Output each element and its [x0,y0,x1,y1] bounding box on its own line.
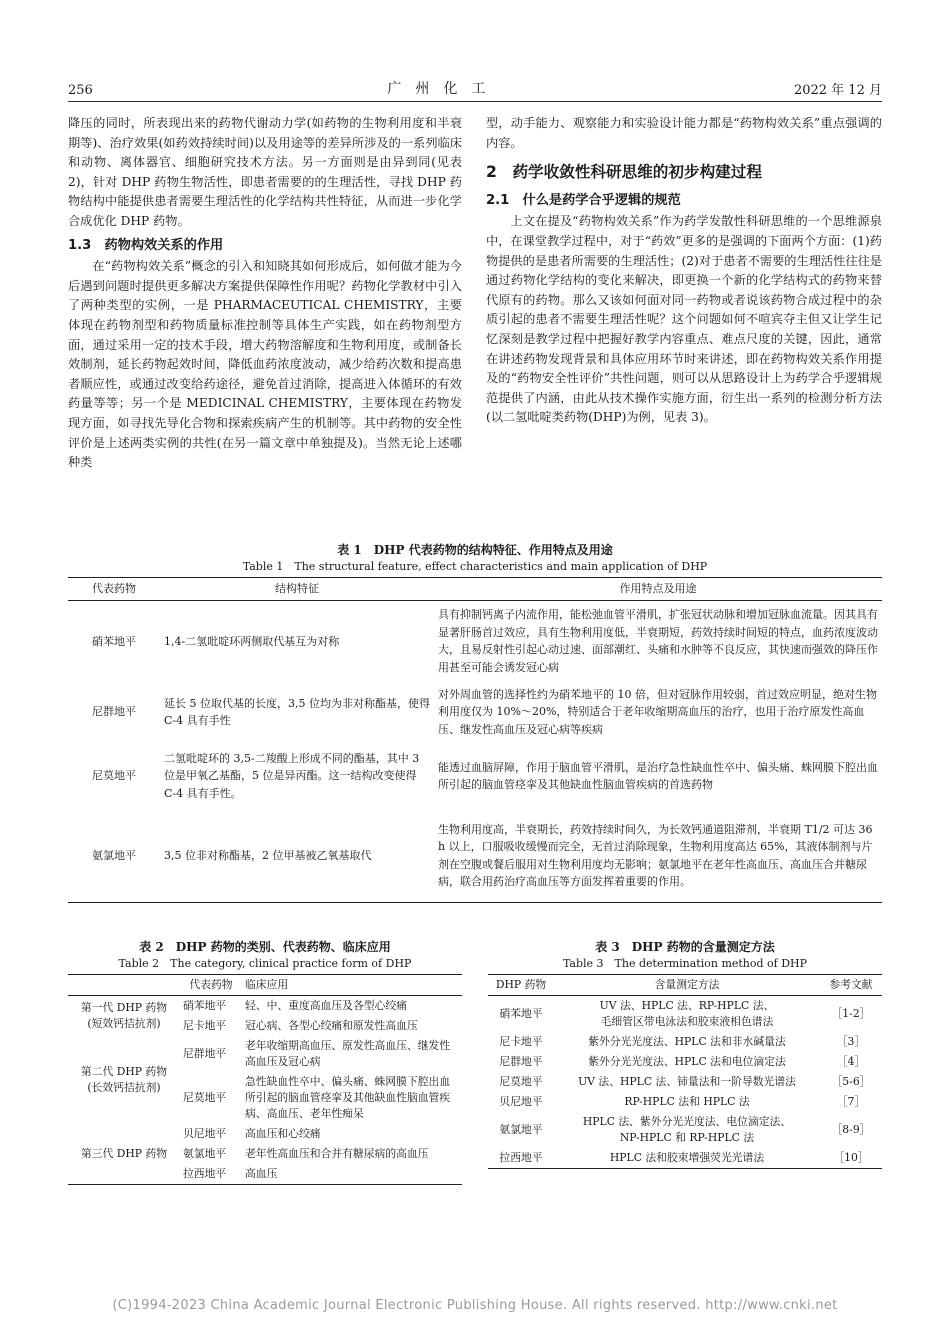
use-cell: 冠心病、各型心绞痛和原发性高血压 [245,1019,418,1032]
column-header: DHP 药物 [488,975,554,996]
table-row [68,600,882,682]
table-header-row [68,975,462,996]
drug-cell: 拉西地平 [183,1167,227,1180]
drug-cell: 尼莫地平 [183,1091,227,1104]
drug-cell: 尼群地平 [183,1047,227,1060]
paragraph: 型，动手能力、观察能力和实验设计能力都是“药物构效关系”重点强调的内容。 [486,116,882,150]
table-row [488,1072,882,1092]
table-2 [68,938,462,1185]
drug-cell: 拉西地平 [499,1151,543,1164]
effect-cell: 对外周血管的选择性约为硝苯地平的 10 倍，但对冠脉作用较弱，首过效应明显，绝对生物利用度仅为 10%～20%，特别适合于老年收缩期高血压的治疗，也用于治疗原发性高血压、继发性高血压及冠心病等疾病 [438,687,877,736]
table-3 [488,938,882,1169]
category-cell: 第二代 DHP 药物 (长效钙拮抗剂) [80,1065,168,1094]
table-caption-en: Table 2 The category, clinical practice form of DHP [118,957,412,970]
category-cell: 第三代 DHP 药物 [80,1147,168,1160]
reference-cell: ［5-6］ [831,1075,871,1088]
method-cell: UV 法、HPLC 法、铈量法和一阶导数光谱法 [578,1075,796,1088]
table-row [68,1036,462,1072]
drug-cell: 贝尼地平 [499,1095,543,1108]
category-cell: 第一代 DHP 药物 (短效钙拮抗剂) [80,1001,168,1030]
drug-cell: 尼卡地平 [499,1035,543,1048]
column-header [68,975,180,996]
use-cell: 高血压和心绞痛 [245,1127,321,1140]
table-caption: 表 2 DHP 药物的类别、代表药物、临床应用 [139,940,391,954]
table-row [488,1052,882,1072]
structure-cell: 1,4-二氢吡啶环两侧取代基互为对称 [164,634,340,648]
effect-cell: 生物利用度高，半衰期长，药效持续时间久，为长效钙通道阻滞剂，半衰期 T1/2 可达 36 h 以上，口服吸收缓慢而完全，无首过消除现象，生物利用度高达 65%，其液体制剂与片剂在空腹或餐后服用对生物利用度均无影响；氨氯地平在老年性高血压、高血压合并糖尿病，联合用药治疗高血压等方面发挥着重要的作用。 [438,822,873,889]
drug-cell: 尼莫地平 [92,769,136,783]
copyright-footer: (C)1994-2023 China Academic Journal Electronic Publishing House. All rights reserved. http://www.cnki.net [112,1298,838,1313]
column-header: 代表药物 [68,578,160,601]
drug-cell: 尼卡地平 [183,1019,227,1032]
use-cell: 老年性高血压和合并有糖尿病的高血压 [245,1147,429,1160]
use-cell: 老年收缩期高血压、原发性高血压、继发性高血压及冠心病 [245,1039,451,1068]
table-row [68,742,882,810]
table-row [488,996,882,1033]
table-row [68,810,882,902]
section-heading: 1.3 药物构效关系的作用 [68,237,224,253]
drug-cell: 硝苯地平 [499,1007,543,1020]
table-row [488,1148,882,1169]
reference-cell: ［1-2］ [831,1007,871,1020]
table-row [488,1112,882,1148]
table-1 [68,541,882,903]
effect-cell: 具有抑制钙离子内流作用，能松弛血管平滑肌，扩张冠状动脉和增加冠脉血流量。因其具有显著肝肠首过效应，具有生物利用度低，半衰期短，药效持续时间短的特点，血药浓度波动大，且易反射性引起心动过速、面部潮红、头痛和水肿等不良反应，其快速而强效的降压作用甚至可能会诱发冠心病 [438,608,878,674]
method-cell: HPLC 法、紫外分光光度法、电位滴定法、 NP-HPLC 和 RP-HPLC 法 [582,1115,792,1144]
reference-cell: ［10］ [833,1151,869,1164]
drug-cell: 尼群地平 [499,1055,543,1068]
paragraph: 上文在提及“药物构效关系”作为药学发散性科研思维的一个思维源泉中，在课堂教学过程中，对于“药效”更多的是强调的下面两个方面：(1)药物提供的是患者所需要的生理活性；(2)对于患者不需要的生理活性往往是通过药物化学结构的变化来解决，即更换一个新的化学结构式的药物来替代原有的药物。那么又该如何面对同一药物或者说该药物合成过程中的杂质引起的患者不需要生理活性呢？这个问题如何不喧宾夺主但又让学生记忆深刻是教学过程中把握好教学内容重点、难点尺度的关键，因此，通常在讲述药物发现背景和具体应用环节时来讲述，即在药物构效关系作用提及的“药物安全性评价”共性问题，则可以从思路设计上为药学合乎逻辑规范提供了内涵，由此从技术操作实施方面，衍生出一系列的检测分析方法(以二氢吡啶类药物(DHP)为例，见表 3)。 [486,214,882,425]
drug-cell: 尼莫地平 [499,1075,543,1088]
table-caption-en: Table 1 The structural feature, effect characteristics and main application of DHP [242,560,708,573]
structure-cell: 延长 5 位取代基的长度，3,5 位均为非对称酯基，使得 C-4 具有手性 [164,696,430,727]
table-header-row [488,975,882,996]
reference-cell: ［7］ [836,1095,866,1108]
method-cell: 紫外分光光度法、HPLC 法和电位滴定法 [588,1055,786,1068]
reference-cell: ［3］ [836,1035,866,1048]
method-cell: HPLC 法和胶束增强荧光光谱法 [609,1151,765,1164]
page-number: 256 [68,83,93,98]
column-header: 作用特点及用途 [434,578,882,601]
table-caption: 表 1 DHP 代表药物的结构特征、作用特点及用途 [337,543,613,557]
use-cell: 急性缺血性卒中、偏头痛、蛛网膜下腔出血所引起的脑血管痉挛及其他缺血性脑血管疾病、高血压、老年性痴呆 [245,1075,451,1120]
table-row [68,996,462,1017]
drug-cell: 硝苯地平 [92,634,136,648]
drug-cell: 氨氯地平 [499,1123,543,1136]
use-cell: 轻、中、重度高血压及各型心绞痛 [245,999,407,1012]
left-column [68,114,462,473]
column-header: 临床应用 [242,975,462,996]
drug-cell: 尼群地平 [92,705,136,719]
page-header [68,76,882,98]
subsection-heading: 2.1 什么是药学合乎逻辑的规范 [486,192,681,208]
column-header: 结构特征 [160,578,434,601]
section-heading: 2 药学收敛性科研思维的初步构建过程 [486,163,762,182]
method-cell: UV 法、HPLC 法、RP-HPLC 法、 毛细管区带电泳法和胶束液相色谱法 [599,999,775,1028]
method-cell: RP-HPLC 法和 HPLC 法 [624,1095,750,1108]
structure-cell: 二氢吡啶环的 3,5-二羧酸上形成不同的酯基，其中 3 位是甲氧乙基酯，5 位是异丙酯。这一结构改变使得 C-4 具有手性。 [164,751,420,800]
use-cell: 高血压 [245,1167,278,1180]
paragraph: 降压的同时，所表现出来的药物代谢动力学(如药物的生物利用度和半衰期等)、治疗效果(如药效持续时间)以及用途等的差异所涉及的一系列临床和动物、离体器官、细胞研究技术方法。另一方面则是由异到同(见表 2)，针对 DHP 药物生物活性，即患者需要的的生理活性，寻找 DHP 药物结构中能提供患者需要生理活性的化学结构共性特征，从而进一步化学合成优化 DHP 药物。 [68,116,462,228]
column-header: 含量测定方法 [554,975,820,996]
structure-cell: 3,5 位非对称酯基，2 位甲基被乙氧基取代 [164,849,372,862]
table-row [68,682,882,742]
paragraph: 在“药物构效关系”概念的引入和知晓其如何形成后，如何做才能为今后遇到问题时提供更多解决方案提供保障性作用呢？药物化学教材中引入了两种类型的实例，一是 PHARMACEUTICAL CHEMISTRY，主要体现在药物剂型和药物质量标准控制等具体生产实践，如在药物剂型方面，通过采用一定的技术手段，增大药物溶解度和生物利用度，或制备长效制剂，延长药物起效时间，降低血药浓度波动，减少给药次数和提高患者顺应性，或通过改变给药途径，避免首过消除，提高进入体循环的有效药量等等；另一个是 MEDICINAL CHEMISTRY，主要体现在药物发现方面，如寻找先导化合物和探索疾病产生的机制等。其中药物的安全性评价是上述两类实例的共性(在另一篇文章中单独提及)。当然无论上述哪种类 [68,259,462,470]
column-header: 代表药物 [180,975,242,996]
drug-cell: 氨氯地平 [92,849,136,862]
issue-date: 2022 年 12 月 [793,83,882,98]
table-caption: 表 3 DHP 药物的含量测定方法 [595,940,775,954]
reference-cell: ［8-9］ [831,1123,871,1136]
right-column [486,114,882,428]
table-row [68,1124,462,1144]
drug-cell: 贝尼地平 [183,1127,227,1140]
drug-cell: 硝苯地平 [183,999,227,1012]
reference-cell: ［4］ [836,1055,866,1068]
column-header: 参考文献 [820,975,882,996]
method-cell: 紫外分光光度法、HPLC 法和非水碱量法 [588,1035,786,1048]
table-header-row [68,578,882,601]
header-rule [68,101,882,102]
drug-cell: 氨氯地平 [183,1147,227,1160]
table-row [488,1092,882,1112]
effect-cell: 能透过血脑屏障，作用于脑血管平滑肌，是治疗急性缺血性卒中、偏头痛、蛛网膜下腔出血所引起的脑血管痉挛及其他缺血性脑血管疾病的首选药物 [438,760,878,791]
journal-title: 广州化工 [387,81,500,97]
table-caption-en: Table 3 The determination method of DHP [562,957,808,970]
table-row [488,1032,882,1052]
